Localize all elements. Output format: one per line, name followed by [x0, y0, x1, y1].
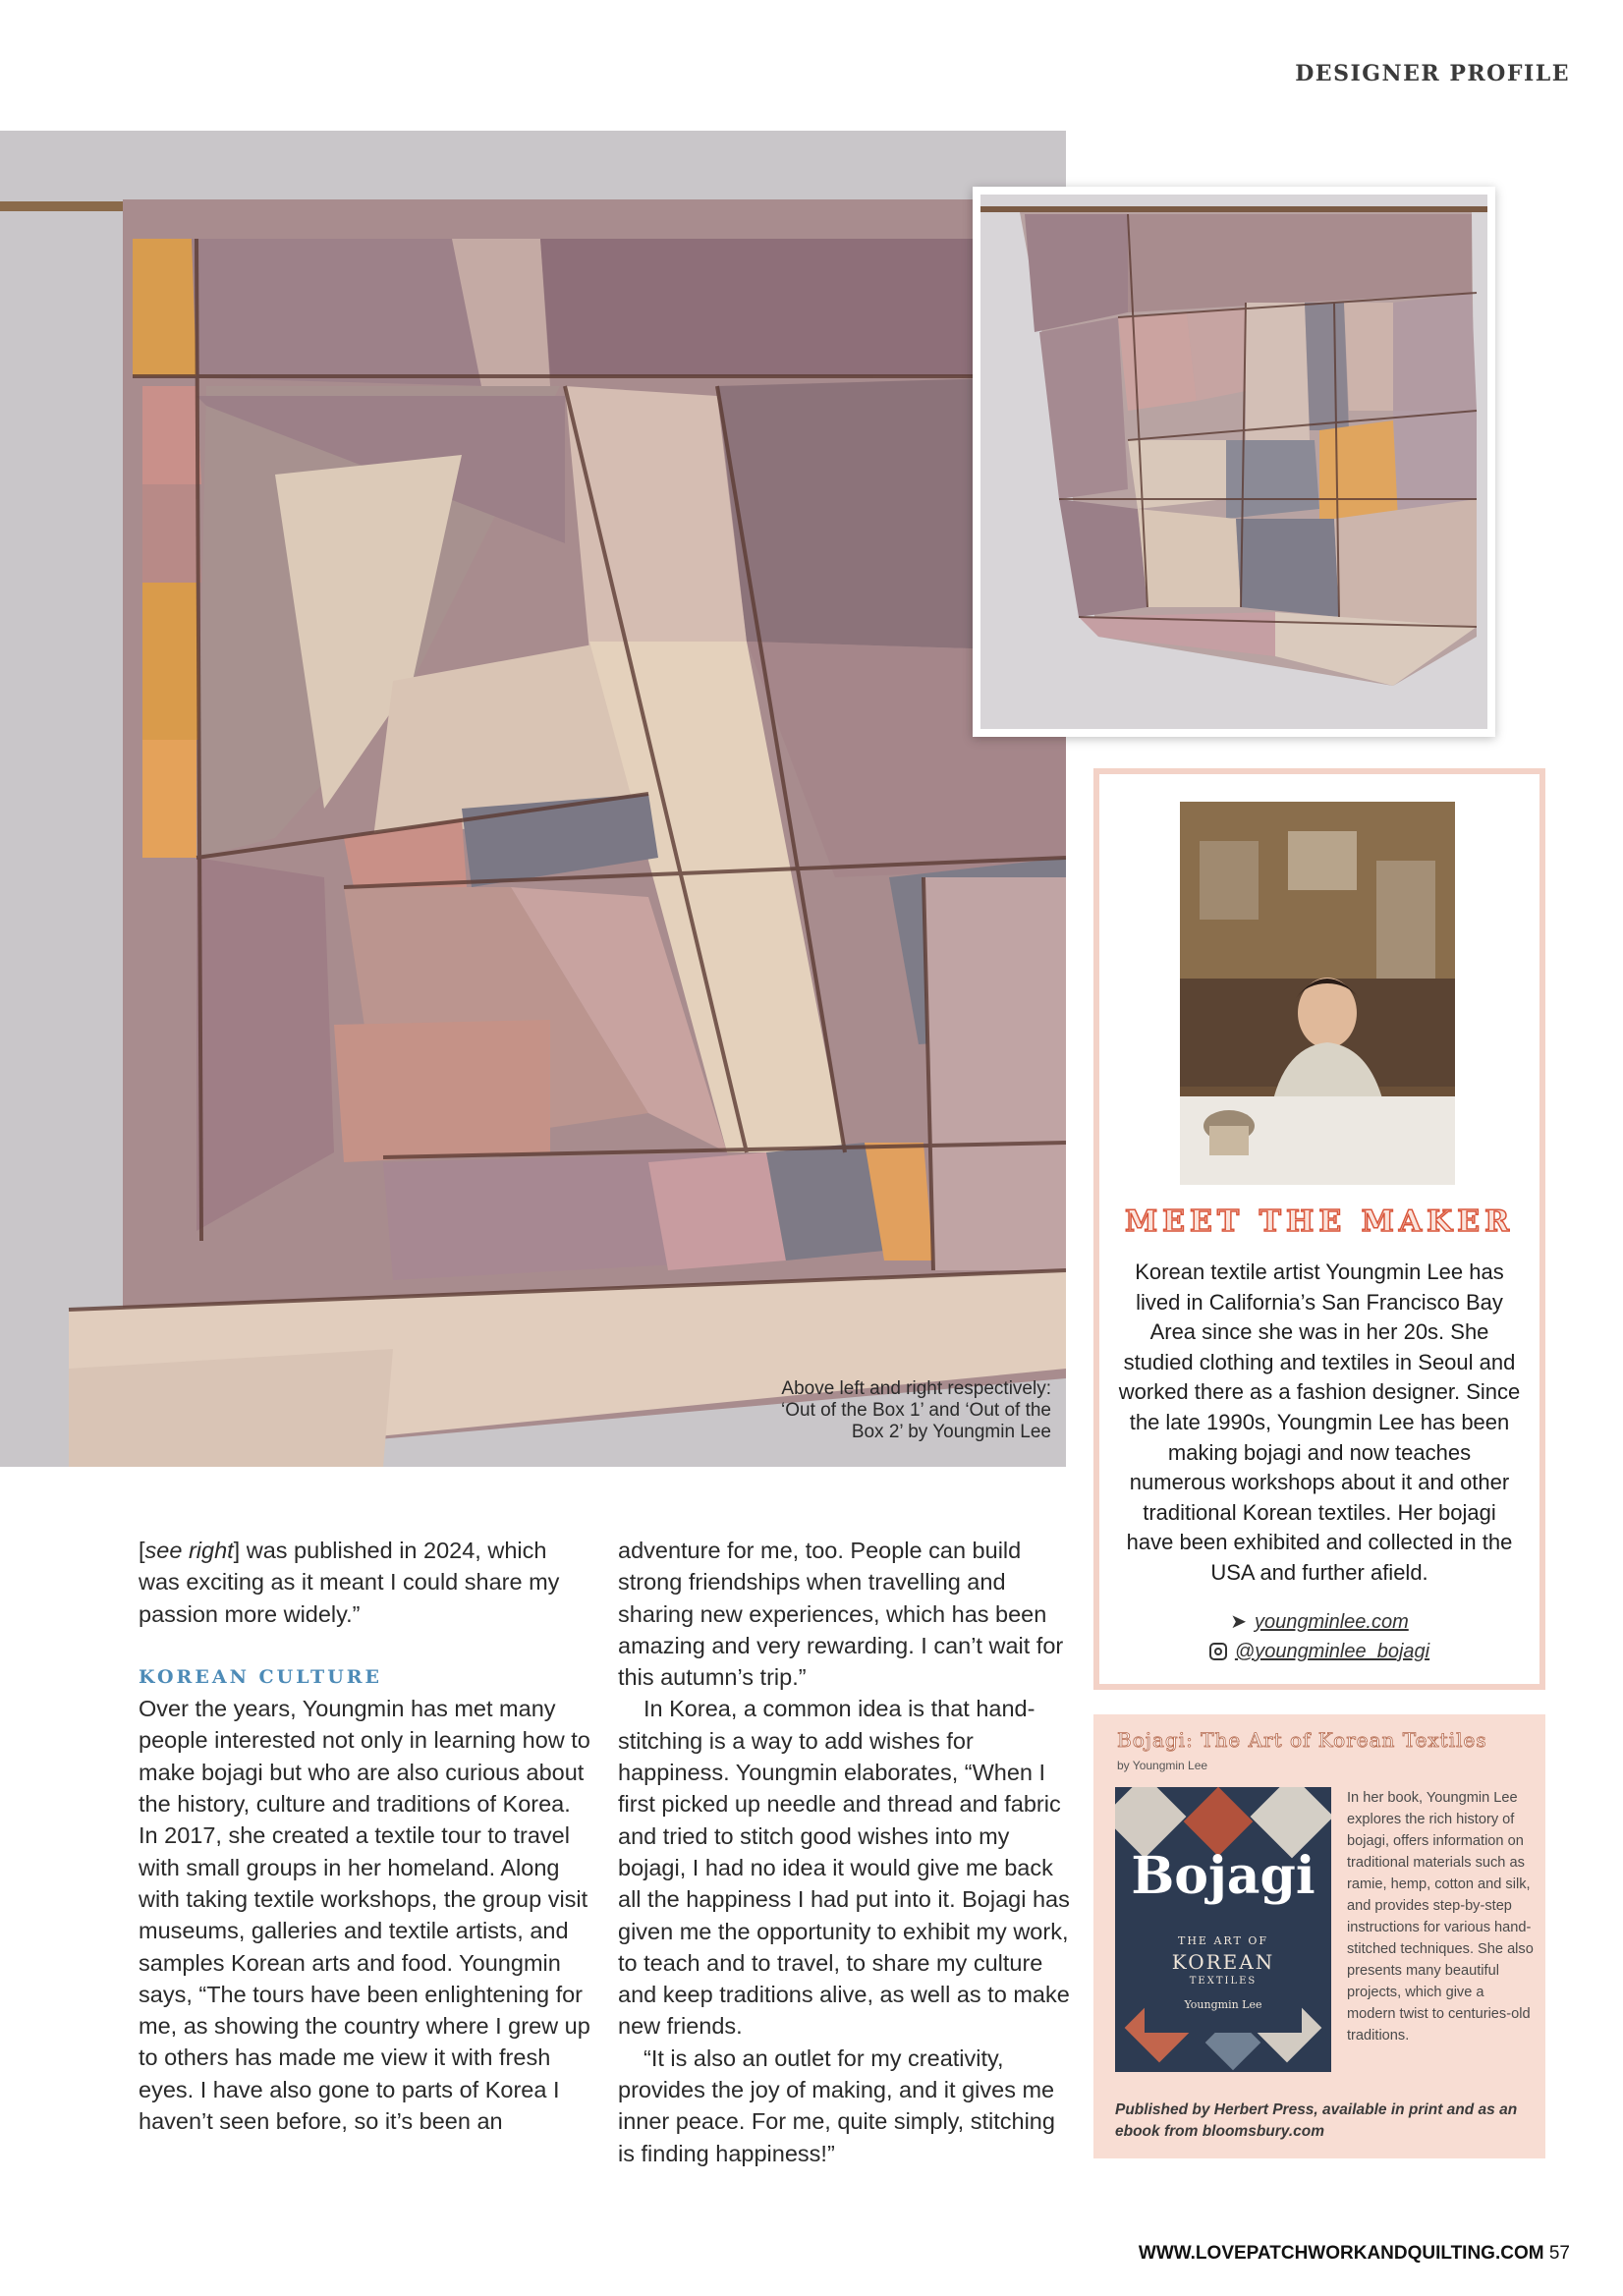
meet-the-maker-box [1093, 768, 1545, 1690]
book-publisher-note: Published by Herbert Press, available in print and as an ebook from bloomsbury.com [1115, 2101, 1518, 2140]
book-promo-box [1093, 1714, 1545, 2158]
maker-bio: Korean textile artist Youngmin Lee has lived in California’s San Francisco Bay Area since she was in her 20s. She studied clothing and textiles in Seoul and worked there as a fashion designer. Since the late 1990s, Youngmin Lee has been making bojagi and now teaches numerous workshops about it and other traditional Korean textiles. Her bojagi have been exhibited and collected in the USA and further afield. [1118, 1260, 1521, 1585]
book-cover-title: Bojagi [1131, 1846, 1315, 1906]
book-byline: by Youngmin Lee [1117, 1759, 1208, 1772]
article-column-left [139, 1535, 590, 2137]
book-title: Bojagi: The Art of Korean Textiles [1117, 1728, 1487, 1752]
instagram-link[interactable]: @youngminlee_bojagi [1099, 1641, 1539, 1663]
article-paragraph: adventure for me, too. People can build strong friendships when travelling and sharing new experiences, which has been amazing and very rewarding. I can’t wait for this autumn’s trip.” [618, 1538, 1064, 1691]
book-cover-image: Bojagi THE ART OF KOREAN TEXTILES Youngmin Lee [1115, 1787, 1331, 2072]
article-paragraph: [see right] was published in 2024, which was exciting as it meant I could share my passion more widely.” [139, 1538, 560, 1627]
website-link[interactable]: ➤ youngminlee.com [1230, 1611, 1409, 1633]
subhead-korean-culture: KOREAN CULTURE [139, 1665, 383, 1688]
section-label: DESIGNER PROFILE [1295, 61, 1570, 86]
quilt-photo-out-of-the-box-2 [973, 187, 1495, 737]
article-paragraph: Over the years, Youngmin has met many people interested not only in learning how to make bojagi but who are also curious about the history, culture and traditions of Korea. In 2017, she created a textile tour to travel with small groups in her homeland. Along with taking textile workshops, the group visit museums, galleries and textile artists, and samples Korean arts and food. Youngmin says, “The tours have been enlightening for me, as showing the country where I grew up to others has made me view it with fresh eyes. I have also gone to parts of Korea I haven’t seen before, so it’s been an [139, 1696, 590, 2135]
footer-url: WWW.LOVEPATCHWORKANDQUILTING.COM [1138, 2243, 1544, 2264]
book-description: In her book, Youngmin Lee explores the rich history of bojagi, offers information on traditional materials such as ramie, hemp, cotton and silk, and provides step-by-step instructions for various hand-stitched techniques. She also presents many beautiful projects, which give a modern twist to centuries-old traditions. [1347, 1790, 1534, 2044]
cursor-icon: ➤ [1230, 1611, 1247, 1633]
maker-portrait-photo [1180, 802, 1455, 1185]
meet-the-maker-title: MEET THE MAKER [1124, 1204, 1515, 1239]
article-paragraph: “It is also an outlet for my creativity, provides the joy of making, and it gives me inner peace. For me, quite simply, stitching is finding happiness!” [618, 2044, 1055, 2166]
article-column-middle [618, 1535, 1070, 2169]
page-number: 57 [1548, 2243, 1570, 2264]
quilt-photo-out-of-the-box-1 [0, 131, 1066, 1467]
instagram-icon [1209, 1643, 1227, 1660]
page-footer [1139, 2243, 1570, 2265]
article-paragraph: In Korea, a common idea is that hand-stitching is a way to add wishes for happiness. Youngmin elaborates, “When I first picked up needle and thread and fabric and tried to stitch good wishes into my bojagi, I had no idea it would give me back all the happiness I had put into it. Bojagi has given me the opportunity to exhibit my work, to teach and to travel, to share my culture and keep traditions alive, as well as to make new friends. [618, 1696, 1070, 2040]
photo-caption: Above left and right respectively: ‘Out of the Box 1’ and ‘Out of the Box 2’ by Youngmin Lee [781, 1378, 1051, 1442]
